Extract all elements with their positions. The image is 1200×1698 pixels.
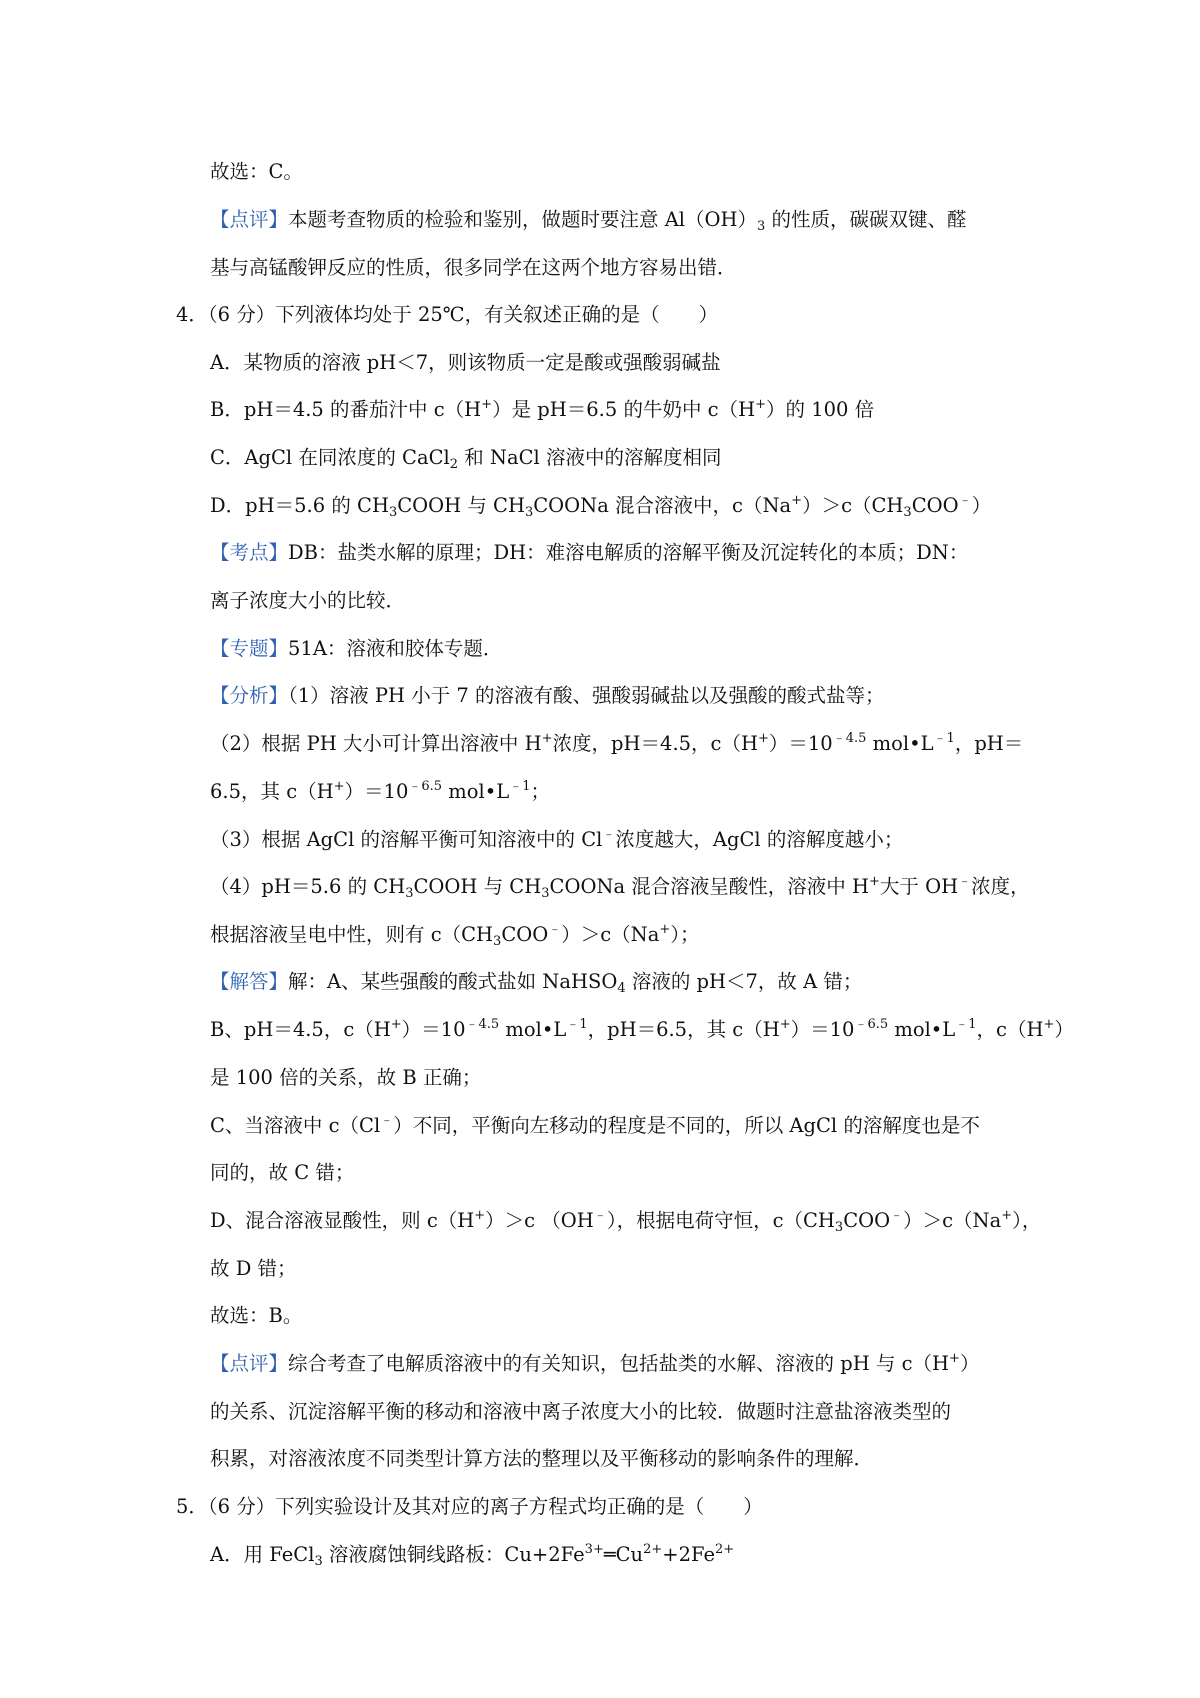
fenxi-line-6: 根据溶液呈电中性，则有 $c(CH_3COO^﹣)>c(Na^+)$； [210, 922, 700, 949]
comment-tag: 【点评】 [210, 208, 289, 231]
comment-line-2: 基与高锰酸钾反应的性质，很多同学在这两个地方容易出错． [210, 256, 737, 279]
jieda-line-4: C、当溶液中 c（Cl﹣）不同，平衡向左移动的程度是不同的，所以 AgCl 的溶解度也是不 [210, 1113, 980, 1137]
option-d: D．pH＝5.6 的 $CH_3COOH$ 与 $CH_3COONa$ 混合溶液中，$c(Na^+)>c(CH_3COO^﹣)$ [210, 493, 992, 520]
zhuanti-tag: 【专题】 [210, 637, 289, 660]
fenxi-line-3: 6.5，其 $c(H^+)=10^{﹣6.5}$ $mol•L^{﹣1}$； [210, 779, 550, 803]
dianping-line-2: 的关系、沉淀溶解平衡的移动和溶液中离子浓度大小的比较．做题时注意盐溶液类型的 [210, 1400, 952, 1423]
jieda-line-5: 同的，故 C 错； [210, 1161, 355, 1184]
fenxi-line-4: （3）根据 AgCl 的溶解平衡可知溶液中的 Cl﹣浓度越大，AgCl 的溶解度越小； [210, 827, 904, 851]
jieda-line-7: 故 D 错； [210, 1257, 297, 1280]
dianping-line-1: 【点评】综合考查了电解质溶液中的有关知识，包括盐类的水解、溶液的 pH 与 c（H+） [210, 1351, 980, 1375]
jieda-line-1: 【解答】解：A、某些强酸的酸式盐如 NaHSO$_4$ 溶液的 pH＜7，故 A 错； [210, 970, 863, 996]
question-4: 4．（6 分）下列液体均处于 25℃，有关叙述正确的是（ ） [176, 303, 719, 326]
option-b: B．pH＝4.5 的番茄汁中 c（H+）是 pH＝6.5 的牛奶中 c（H+）的 100 倍 [210, 397, 875, 421]
jieda-line-6: D、混合溶液显酸性，则 c（H+）＞c （OH﹣），根据电荷守恒，$c(CH_3COO^﹣)>c(Na^+)$， [210, 1208, 1042, 1235]
fenxi-line-5: （4）pH＝5.6 的 $CH_3COOH$ 与 $CH_3COONa$ 混合溶液呈酸性，溶液中 H+大于 OH﹣浓度， [210, 874, 1030, 901]
kaodian-line-2: 离子浓度大小的比较． [210, 589, 406, 612]
dianping-tag: 【点评】 [210, 1352, 289, 1375]
jieda-tag: 【解答】 [210, 970, 289, 993]
dianping-line-3: 积累，对溶液浓度不同类型计算方法的整理以及平衡移动的影响条件的理解． [210, 1447, 874, 1470]
q5-option-a: A．用 FeCl$_3$ 溶液腐蚀铜线路板：$Cu+2Fe^{3+}═Cu^{2+}+2Fe^{2+}$ [210, 1542, 735, 1569]
answer-line-b: 故选：B。 [210, 1304, 303, 1327]
fenxi-tag: 【分析】 [210, 684, 289, 707]
option-c: C．AgCl 在同浓度的 CaCl$_2$ 和 NaCl 溶液中的溶解度相同 [210, 446, 722, 472]
question-5: 5．（6 分）下列实验设计及其对应的离子方程式均正确的是（ ） [176, 1495, 763, 1518]
comment-line-1: 【点评】本题考查物质的检验和鉴别，做题时要注意 $Al(OH)_3$ 的性质，碳碳双键、醛 [210, 208, 967, 234]
fenxi-line-2: （2）根据 PH 大小可计算出溶液中 H+浓度，pH＝4.5，$c(H^+)=10^{﹣4.5}$ $mol•L^{﹣1}$，pH＝ [210, 731, 1024, 755]
zhuanti-line: 【专题】51A：溶液和胶体专题． [210, 637, 503, 660]
jieda-line-2: B、pH＝4.5，$c(H^+)=10^{﹣4.5}$ $mol•L^{﹣1}$，pH＝6.5，其 $c(H^+)=10^{﹣6.5}$ $mol•L^{﹣1}$，c（H+） [210, 1017, 1074, 1041]
kaodian-tag: 【考点】 [210, 541, 289, 564]
answer-line-c: 故选：C。 [210, 160, 303, 183]
fenxi-line-1: 【分析】（1）溶液 PH 小于 7 的溶液有酸、强酸弱碱盐以及强酸的酸式盐等； [210, 684, 885, 707]
kaodian-line-1: 【考点】DB：盐类水解的原理；DH：难溶电解质的溶解平衡及沉淀转化的本质；DN： [210, 541, 969, 564]
jieda-line-3: 是 100 倍的关系，故 B 正确； [210, 1066, 482, 1089]
option-a: A．某物质的溶液 pH＜7，则该物质一定是酸或强酸弱碱盐 [210, 351, 721, 374]
